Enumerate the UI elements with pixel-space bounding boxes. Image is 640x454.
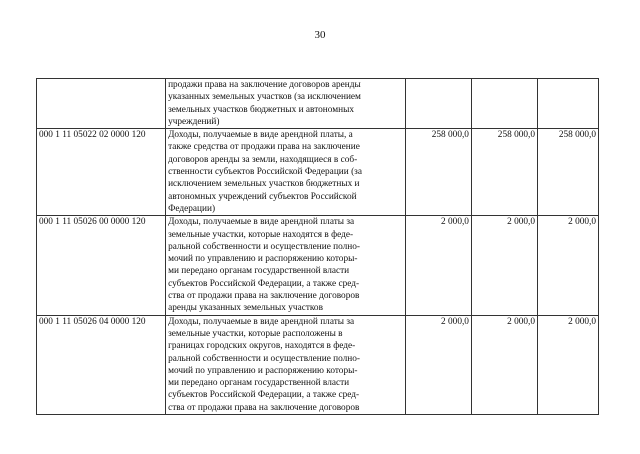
description-line: земельные участки, которые находятся в феде-	[168, 229, 354, 240]
revenue-description-cell	[166, 216, 406, 315]
revenue-code-cell: 000 1 11 05026 04 0000 120	[37, 315, 166, 414]
table-row	[37, 315, 599, 414]
amount-cell-2	[471, 79, 537, 129]
amount-cell-2: 258 000,0	[471, 129, 537, 216]
amount-cell-2: 2 000,0	[471, 315, 537, 414]
description-line: субъектов Российской Федерации, а также сред-	[168, 390, 360, 401]
revenue-description-cell	[166, 79, 406, 129]
description-line: также средства от продажи права на заключение	[168, 142, 360, 153]
description-line: Доходы, получаемые в виде арендной платы, а	[168, 130, 353, 141]
amount-cell-3	[537, 79, 598, 129]
amount-cell-1: 2 000,0	[405, 315, 471, 414]
amount-cell-3: 258 000,0	[537, 129, 598, 216]
amount-cell-1: 2 000,0	[405, 216, 471, 315]
page-number: 30	[314, 29, 326, 41]
table-row	[37, 129, 599, 216]
amount-cell-1: 258 000,0	[405, 129, 471, 216]
description-line: земельные участки, которые расположены в	[168, 328, 343, 339]
amount-cell-3: 2 000,0	[537, 216, 598, 315]
description-line: аренды указанных земельных участков	[168, 303, 323, 314]
revenue-code-cell: 000 1 11 05022 02 0000 120	[37, 129, 166, 216]
revenue-description-cell	[166, 315, 406, 414]
description-line: продажи права на заключение договоров аренды	[168, 80, 361, 90]
description-line: земельных участков бюджетных и автономных	[168, 104, 354, 115]
description-line: мочий по управлению и распоряжению которы-	[168, 365, 358, 376]
revenue-code-cell	[37, 79, 166, 129]
amount-cell-1	[405, 79, 471, 129]
description-line: ми передано органам государственной власти	[168, 378, 350, 389]
description-line: мочий по управлению и распоряжению которы-	[168, 254, 358, 265]
description-line: указанных земельных участков (за исключением	[168, 92, 361, 103]
description-line: Федерации)	[168, 203, 216, 214]
description-line: Доходы, получаемые в виде арендной платы за	[168, 217, 355, 228]
revenue-code-cell: 000 1 11 05026 00 0000 120	[37, 216, 166, 315]
description-line: исключением земельных участков бюджетных и	[168, 179, 360, 190]
description-line: границах городских округов, находятся в феде-	[168, 341, 356, 352]
description-line: ми передано органам государственной власти	[168, 266, 350, 277]
description-line: договоров аренды за земли, находящиеся в соб-	[168, 154, 358, 165]
description-line: ства от продажи права на заключение договоров	[168, 291, 360, 302]
table-row	[37, 79, 599, 129]
amount-cell-3: 2 000,0	[537, 315, 598, 414]
description-line: субъектов Российской Федерации, а также сред-	[168, 278, 360, 289]
description-line: ральной собственности и осуществление полно-	[168, 353, 361, 364]
amount-cell-2: 2 000,0	[471, 216, 537, 315]
description-line: автономных учреждений субъектов Российской	[168, 191, 357, 202]
description-line: ственности субъектов Российской Федерации (за	[168, 167, 362, 178]
budget-revenue-table	[36, 78, 599, 415]
description-line: ральной собственности и осуществление полно-	[168, 241, 361, 252]
description-line: учреждений)	[168, 116, 220, 127]
description-line: ства от продажи права на заключение договоров	[168, 402, 360, 413]
table-row	[37, 216, 599, 315]
revenue-description-cell	[166, 129, 406, 216]
description-line: Доходы, получаемые в виде арендной платы за	[168, 316, 355, 327]
